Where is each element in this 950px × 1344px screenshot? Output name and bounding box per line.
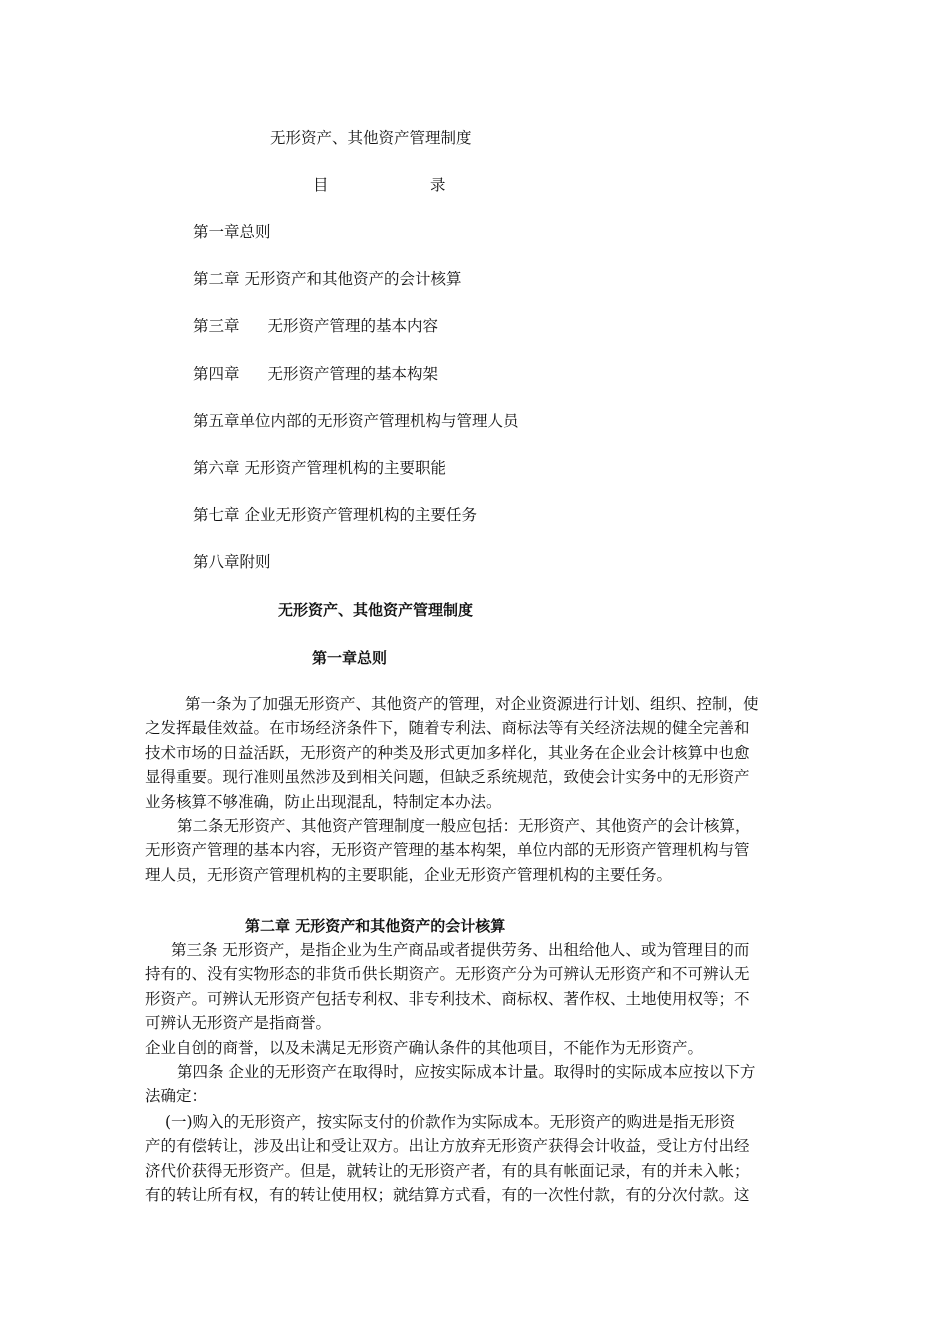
toc-document-title: 无形资产、其他资产管理制度: [270, 129, 472, 147]
article-2: 第二条无形资产、其他资产管理制度一般应包括：无形资产、其他资产的会计核算， 无形资产管理的基本内容，无形资产管理的基本构架，单位内部的无形资产管理机构与管 理人员，无形资产管理机构的主要职能，企业无形资产管理机构的主要任务。: [145, 817, 751, 884]
toc-item: 第三章 无形资产管理的基本内容: [193, 317, 439, 335]
toc-item: 第八章附则: [193, 553, 271, 571]
toc-item: 第六章 无形资产管理机构的主要职能: [193, 459, 446, 477]
article-4: 第四条 企业的无形资产在取得时，应按实际成本计量。取得时的实际成本应按以下方 法确定：: [145, 1063, 756, 1106]
body-title: 无形资产、其他资产管理制度: [278, 601, 474, 619]
toc-item: 第七章 企业无形资产管理机构的主要任务: [193, 506, 477, 524]
article-1: 第一条为了加强无形资产、其他资产的管理，对企业资源进行计划、组织、控制，使 之发挥最佳效益。在市场经济条件下，随着专利法、商标法等有关经济法规的健全完善和 技术市场的日益活跃，无形资产的种类及形式更加多样化，其业务在企业会计核算中也愈 显得重要。现行准则虽然涉及到相关问题，但缺乏系统规范，致使会计实务中的无形资产 业务核算不够准确，防止出现混乱，特制定本办法。: [145, 695, 759, 811]
toc-heading-right: 录: [430, 176, 446, 194]
toc-item: 第一章总则: [193, 223, 271, 241]
toc-heading-left: 目: [313, 176, 329, 194]
article-3: 第三条 无形资产，是指企业为生产商品或者提供劳务、出租给他人、或为管理目的而 持有的、没有实物形态的非货币供长期资产。无形资产分为可辨认无形资产和不可辨认无 形资产。可辨认无形资产包括专利权、非专利技术、商标权、著作权、土地使用权等；不 可辨认无形资产是指商誉。 企业自创的商誉，以及未满足无形资产确认条件的其他项目，不能作为无形资产。: [145, 938, 807, 1060]
article-4-item-1: (一)购入的无形资产，按实际支付的价款作为实际成本。无形资产的购进是指无形资 产的有偿转让，涉及出让和受让双方。出让方放弃无形资产获得会计收益，受让方付出经 济代价获得无形资产。但是，就转让的无形资产者，有的具有帐面记录，有的并未入帐； 有的转让所有权，有的转让使用权；就结算方式看，有的一次性付款，有的分次付款。这: [145, 1113, 750, 1205]
chapter-2-heading: 第二章 无形资产和其他资产的会计核算: [245, 917, 506, 935]
toc-item: 第五章单位内部的无形资产管理机构与管理人员: [193, 412, 519, 430]
toc-item: 第二章 无形资产和其他资产的会计核算: [193, 270, 462, 288]
article-3-note: 企业自创的商誉，以及未满足无形资产确认条件的其他项目，不能作为无形资产。: [145, 1038, 704, 1057]
toc-item: 第四章 无形资产管理的基本构架: [193, 365, 439, 383]
chapter-1-heading: 第一章总则: [312, 649, 388, 667]
